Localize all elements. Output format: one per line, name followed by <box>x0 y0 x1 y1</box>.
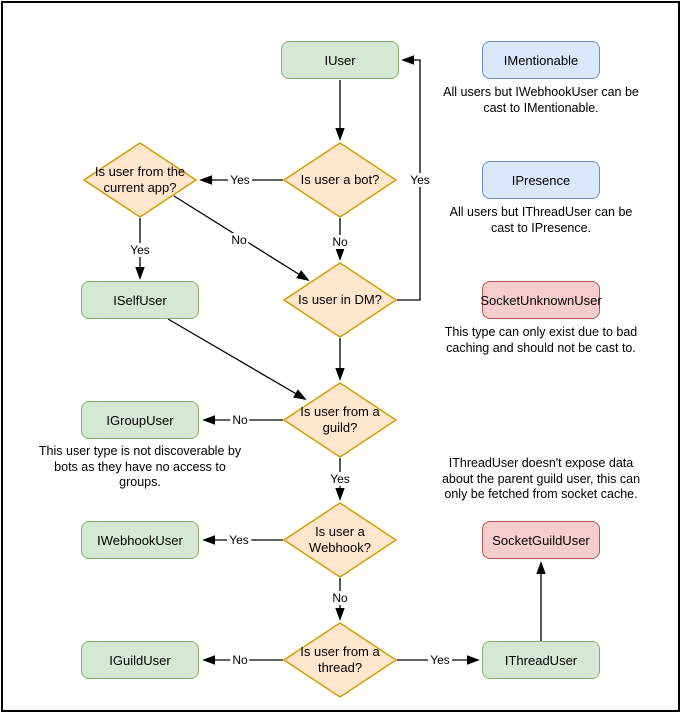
decision-from-guild-label: Is user from a guild? <box>300 404 380 435</box>
node-socketguilduser-label: SocketGuildUser <box>492 532 590 548</box>
edge-label-guild-to-groupuser: No <box>232 413 248 427</box>
edge-label-app-to-selfuser: Yes <box>130 243 150 257</box>
annotation-ithreaduser: IThreadUser doesn't expose data about the parent guild user, this can only be fetched from socket cache. <box>441 456 641 501</box>
node-iwebhookuser <box>81 521 199 559</box>
decision-is-bot <box>283 142 397 218</box>
node-ipresence-label: IPresence <box>511 172 571 188</box>
edge-label-bot-to-dm: No <box>332 235 348 249</box>
edge-label-bot-to-app: Yes <box>230 173 250 187</box>
node-igroupuser <box>81 401 199 439</box>
node-iselfuser-label: ISelfUser <box>113 292 167 308</box>
node-socketunknownuser <box>482 281 600 319</box>
node-iuser-label: IUser <box>324 52 356 68</box>
decision-is-bot-label: Is user a bot? <box>300 172 380 187</box>
node-igroupuser-label: IGroupUser <box>106 412 174 428</box>
decision-in-dm-label: Is user in DM? <box>298 292 382 307</box>
node-imentionable <box>482 41 600 79</box>
annotation-ipresence: All users but IThreadUser can be cast to IPresence. <box>449 205 633 235</box>
decision-from-thread <box>283 622 397 698</box>
annotation-imentionable: All users but IWebhookUser can be cast to IMentionable. <box>443 85 639 115</box>
decision-is-webhook <box>283 502 397 578</box>
node-ipresence <box>482 161 600 199</box>
node-socketunknownuser-label: SocketUnknownUser <box>480 292 602 308</box>
node-ithreaduser <box>482 641 600 679</box>
node-socketguilduser <box>482 521 600 559</box>
annotation-socketunknownuser: This type can only exist due to bad caching and should not be cast to. <box>444 325 638 355</box>
decision-is-webhook-label: Is user a Webhook? <box>309 524 371 555</box>
edge-label-guild-to-webhook: Yes <box>330 472 350 486</box>
edge-label-app-to-dm: No <box>231 233 247 247</box>
decision-in-dm <box>283 262 397 338</box>
node-iguilduser <box>81 641 199 679</box>
node-iguilduser-label: IGuildUser <box>109 652 171 668</box>
decision-current-app-label: Is user from the current app? <box>94 164 186 195</box>
decision-current-app <box>83 142 197 218</box>
node-ithreaduser-label: IThreadUser <box>504 652 578 668</box>
annotation-igroupuser: This user type is not discoverable by bots as they have no access to groups. <box>38 444 242 489</box>
edge-label-webhook-to-thread: No <box>332 591 348 605</box>
decision-from-thread-label: Is user from a thread? <box>300 644 380 675</box>
edge-label-thread-to-threaduser: Yes <box>430 653 450 667</box>
decision-from-guild <box>283 382 397 458</box>
node-iuser <box>281 41 399 79</box>
edge-label-thread-to-guilduser: No <box>232 653 248 667</box>
node-imentionable-label: IMentionable <box>503 52 579 68</box>
edge-label-dm-to-iuser: Yes <box>410 173 430 187</box>
node-iwebhookuser-label: IWebhookUser <box>97 532 183 548</box>
node-iselfuser <box>81 281 199 319</box>
edge-label-webhook-to-webhookuser: Yes <box>229 533 249 547</box>
